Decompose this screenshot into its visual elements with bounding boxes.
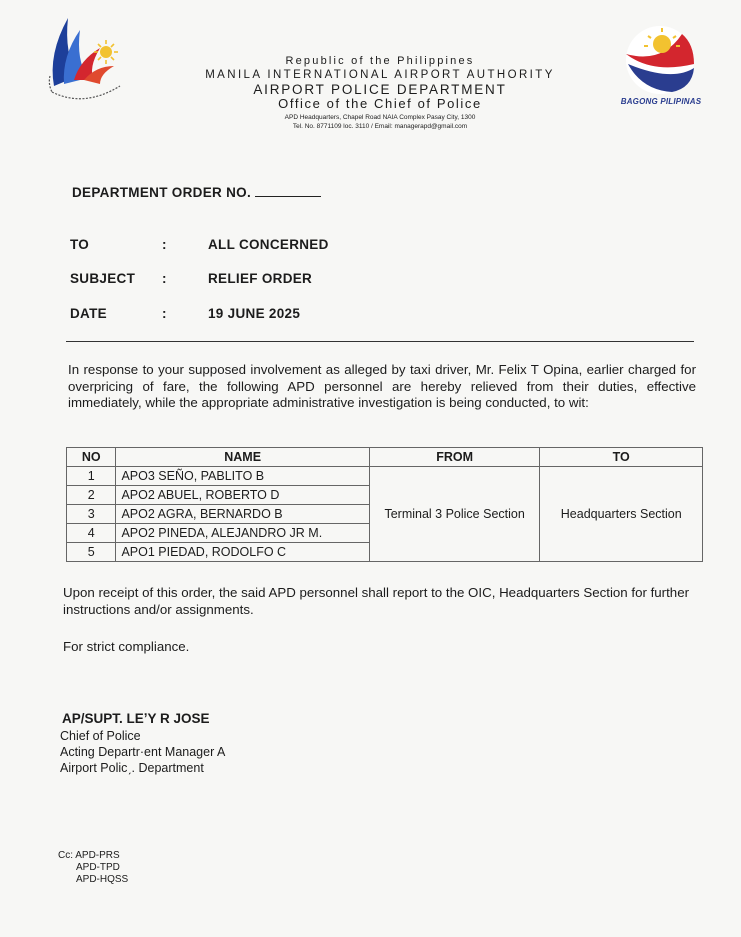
department-order-number [72,185,321,200]
row-no: 2 [67,486,116,505]
cc-item: APD-TPD [76,862,120,873]
date-label: DATE [70,306,107,321]
cc-list [58,850,128,886]
to-colon: : [162,237,167,252]
letterhead-department: AIRPORT POLICE DEPARTMENT [253,82,507,97]
subject-value: RELIEF ORDER [208,271,313,286]
to-value: ALL CONCERNED [208,237,329,252]
row-no: 1 [67,467,116,486]
apd-emblem-icon [44,14,128,106]
instruction-paragraph: Upon receipt of this order, the said APD personnel shall report to the OIC, Headquarters Section for further instructions and/or assignments. [63,585,690,617]
header-name: NAME [116,448,369,467]
department-order-label: DEPARTMENT ORDER NO. [72,185,252,200]
header-no: NO [67,448,116,467]
subject-label: SUBJECT [70,271,136,286]
order-number-blank [255,186,321,197]
table-row [67,467,703,486]
header-divider [66,341,694,342]
signatory-name: AP/SUPT. LEʼY R JOSE [62,711,210,726]
bagong-pilipinas-caption: BAGONG PILIPINAS [620,97,702,106]
table-header-row [67,448,703,467]
to-label: TO [70,237,90,252]
letterhead-authority: MANILA INTERNATIONAL AIRPORT AUTHORITY [205,69,555,81]
from-section: Terminal 3 Police Section [369,467,540,562]
header-to: TO [540,448,703,467]
subject-colon: : [162,271,167,286]
row-name: APO1 PIEDAD, RODOLFO C [116,543,369,562]
bagong-pilipinas-logo-icon [622,24,698,96]
date-value: 19 JUNE 2025 [208,306,301,321]
personnel-table [66,447,703,562]
row-no: 3 [67,505,116,524]
intro-paragraph: In response to your supposed involvement as alleged by taxi driver, Mr. Felix T Opina, earlier charged for overpricing of fare, the following APD personnel are hereby relieved from their duties, effective immediately, while the appropriate administrative investigation is being conducted, to wit: [68,362,696,410]
row-name: APO2 AGRA, BERNARDO B [116,505,369,524]
signatory-role: Acting Departr·ent Manager A [60,745,226,759]
compliance-line: For strict compliance. [63,639,190,654]
letterhead-republic: Republic of the Philippines [285,55,475,67]
letterhead-office: Office of the Chief of Police [278,96,482,111]
row-name: APO2 ABUEL, ROBERTO D [116,486,369,505]
letterhead-address: APD Headquarters, Chapel Road NAIA Complex Pasay City, 1300 [284,114,476,121]
letterhead-contact: Tel. No. 8771109 loc. 3110 / Email: managerapd@gmail.com [292,123,468,130]
to-section: Headquarters Section [540,467,703,562]
cc-item: APD-HQSS [76,874,129,885]
signatory-title: Chief of Police [60,729,141,743]
cc-label: Cc: APD-PRS [58,850,120,861]
row-no: 4 [67,524,116,543]
row-name: APO3 SEÑO, PABLITO B [116,467,369,486]
signatory-department: Airport Policˏ. Department [60,761,204,775]
row-name: APO2 PINEDA, ALEJANDRO JR M. [116,524,369,543]
date-colon: : [162,306,167,321]
header-from: FROM [369,448,540,467]
letterhead [150,55,610,131]
row-no: 5 [67,543,116,562]
